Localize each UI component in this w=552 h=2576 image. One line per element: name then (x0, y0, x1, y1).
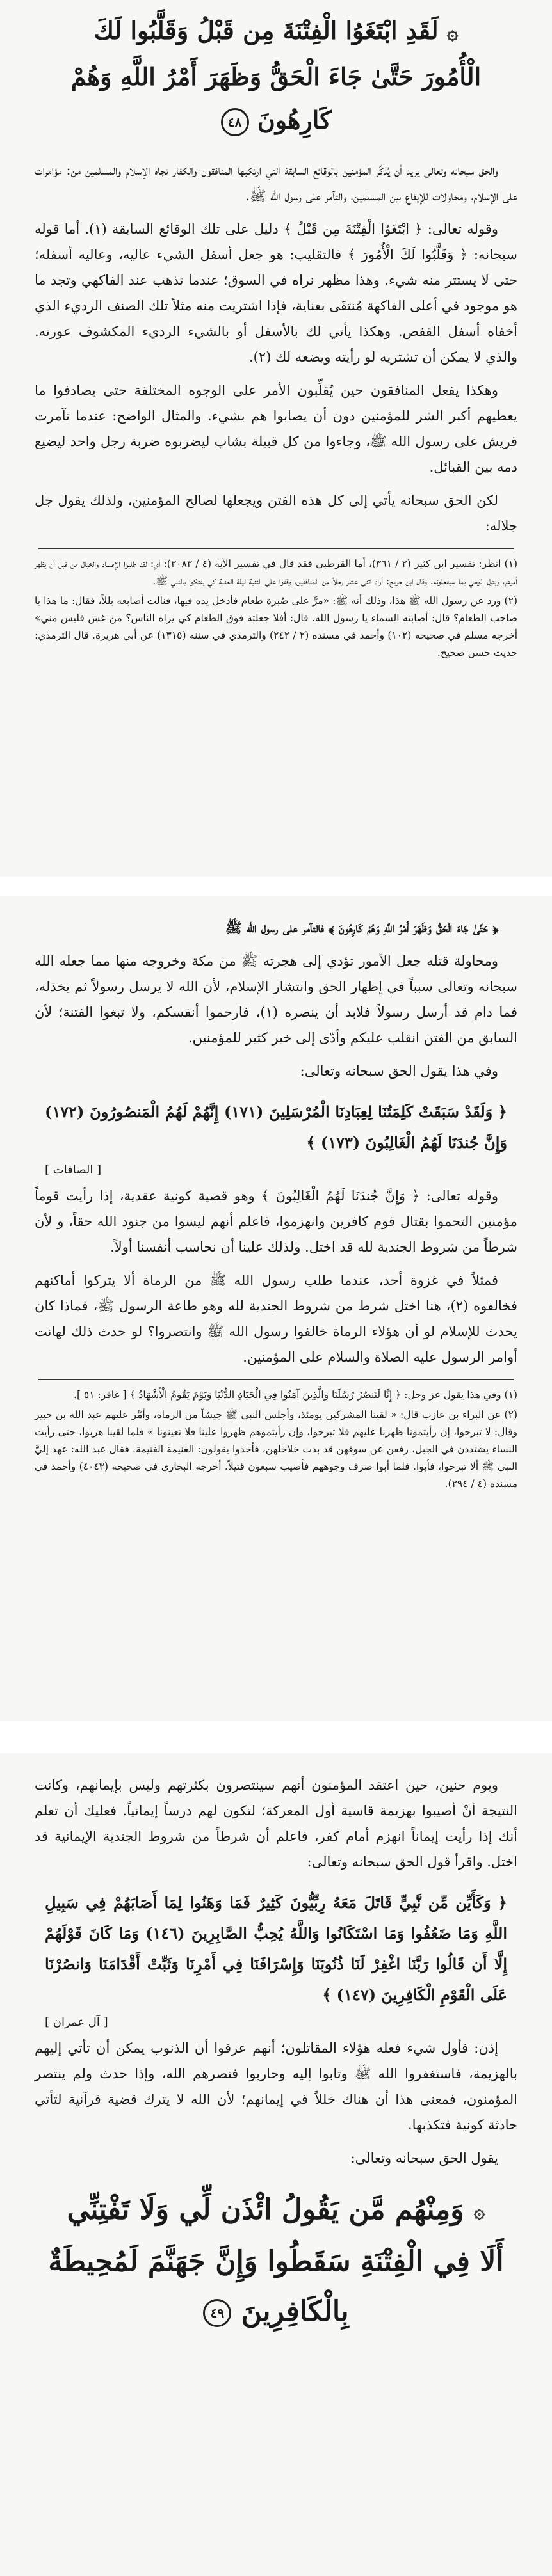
paragraph: لكن الحق سبحانه يأتي إلى كل هذه الفتن ويجعلها لصالح المؤمنين، ولذلك يقول جل جلاله: (35, 492, 517, 534)
page-1 (0, 0, 552, 877)
paragraph: ويوم حنين، حين اعتقد المؤمنون أنهم سينتصرون بكثرتهم وليس بإيمانهم، وكانت النتيجة أنْ أصيبوا بهزيمة قاسية أول المعركة؛ لتكون لهم درساً إيمانياً. فعليك أن تعلم أنك إذا رأيت إيماناً انهزم أمام كفر، فاعلم أن شرطاً من شروط الجندية الإيمانية قد اختل. واقرأ قول الحق سبحانه وتعالى: (35, 1777, 517, 1870)
page-gap (0, 1721, 552, 1753)
next-verse-line-3: بِالْكَافِرِينَ (241, 2294, 349, 2328)
page-3 (0, 1753, 552, 2576)
footnote: (٢) ورد عن رسول الله ﷺ هذا، وذلك أنه ﷺ: «مرَّ على صُبرة طعام فأدخل يده فيها، فنالت أصابعه بللاً، فقال: ما هذا يا صاحب الطعام؟ قال: أصابته السماء يا رسول الله. قال: أفلا جعلته فوق الطعام كي يراه الناس؟ من غش فليس مني» أخرجه مسلم في صحيحه (١٠٢) وأحمد في مسنده (٢ / ٢٤٢) والترمذي في سننه (١٣١٥) عن أبي هريرة. قال الترمذي: حديث حسن صحيح. (35, 594, 518, 658)
footnote-divider (38, 548, 514, 549)
paragraph: فمثلاً في غزوة أحد، عندما طلب رسول الله ﷺ من الرماة ألا يتركوا أماكنهم فخالفوه (٢)، هنا اختل شرط من شروط الجندية لله وهو طاعة الرسول ﷺ، فماذا كان يحدث للإسلام لو أن هؤلاء الرماة خالفوا رسول الله ﷺ وانتصروا؟ لو حدث ذلك لهانت أوامر الرسول عليه الصلاة والسلام على المؤمنين. (35, 1273, 518, 1365)
paragraph: وقوله تعالى: ﴿ وَإِنَّ جُندَنَا لَهُمُ الْغَالِبُونَ ﴾ وهو قضية كونية عقدية، إذا رأيت قوماً مؤمنين التحموا بقتال قوم كافرين وانهزموا، فاعلم أنهم ليسوا من جنود الله حقاً، و لأن شرطاً من شروط الجندية لله قد اختل. ولذلك علينا أن نحاسب أنفسنا أولاً. (35, 1188, 517, 1255)
verse-heading-line-2: الْأُمُورَ حَتَّىٰ جَاءَ الْحَقُّ وَظَهَرَ أَمْرُ اللَّهِ وَهُمْ (70, 61, 482, 91)
footnote: (٢) عن البراء بن عازب قال: « لقينا المشركين يومئذ، وأجلس النبي ﷺ جيشاً من الرماة، وأمَّر عليهم عبد الله بن جبير وقال: لا تبرحوا، إن رأيتمونا ظهرنا عليهم فلا تبرحوا، وإن رأيتموهم ظهروا علينا فلا تعينونا » فلما لقينا هربوا، حتى رأيت النساء يشتددن في الجبل، رفعن عن سوقهن قد بدت خلاخلهن، فأخذوا يقولون: الغنيمة الغنيمة. فقال عبد الله: عهد إليَّ النبي ﷺ ألا تبرحوا، فأبوا. فلما أبوا صرف وجوههم فأصيب سبعون قتيلاً. أخرجه البخاري في صحيحه (٤٠٤٣) وأحمد في مسنده (٤ / ٢٩٤). (35, 1409, 517, 1490)
verse-heading-line-1: لَقَدِ ابْتَغَوُا الْفِتْنَةَ مِن قَبْلُ وَقَلَّبُوا لَكَ (93, 16, 439, 45)
verse-number: ٤٩ (203, 2299, 231, 2327)
page-2 (0, 896, 552, 1721)
page-gap (0, 877, 552, 896)
surah-reference: [ آل عمران ] (45, 2015, 108, 2029)
commentary-body (0, 896, 552, 1084)
footnotes (0, 555, 552, 662)
paragraph: والحق سبحانه وتعالى يريد أن يُذكِّر المؤمنين بالوقائع السابقة التي ارتكبها المنافقون والكفار تجاه الإسلام والمسلمين من: مؤامرات على الإسلام، ومحاولات للإيقاع بين المسلمين، والتآمر على رسول الله ﷺ. (35, 162, 517, 203)
ornament-icon: ۞ (473, 2200, 485, 2223)
verse-heading-line-3: كَارِهُونَ (257, 105, 332, 134)
commentary-body (0, 142, 552, 539)
commentary-body (0, 2029, 552, 2171)
next-verse-heading (0, 2179, 552, 2337)
paragraph: وفي هذا يقول الحق سبحانه وتعالى: (300, 1063, 498, 1079)
ornament-icon: ۞ (446, 21, 459, 44)
footnote: (١) انظر: تفسير ابن كثير (٢ / ٣٦١)، أما القرطبي فقد قال في تفسير الآية (٤ / ٣٠٨٣): أي: لقد طلبوا الإفساد والخبال من قبل أن يظهر أمرهم، ويترل الوحي بما سيفعلونه. وقال ابن جريج: أراد اثنى عشر رجلاً من المنافقين، وقفوا على الثنية ليلة العقبة كي يفتكوا بالنبي ﷺ. (35, 557, 518, 587)
paragraph: إذن: فأول شيء فعله هؤلاء المقاتلون؛ أنهم عرفوا أن الذنوب يمكن أن تأتي إليهم بالهزيمة، فاستغفروا الله ﷺ وتابوا إليه وحاربوا فنصرهم الله، وإذا حدث ولم ينتصر المؤمنون، فمعنى هذا أن هناك خللاً في إيمانهم؛ لأن الله لا يترك قضية قرآنية لتأتي حادثة كونية فتكذبها. (35, 2040, 517, 2133)
verse-number: ٤٨ (221, 108, 249, 136)
quran-quote: ﴿ وَكَأَيِّن مِّن نَّبِيٍّ قَاتَلَ مَعَهُ رِبِّيُّونَ كَثِيرٌ فَمَا وَهَنُوا لِمَا أَصَابَهُمْ فِي سَبِيلِ اللَّهِ وَمَا ضَعُفُوا وَمَا اسْتَكَانُوا وَاللَّهُ يُحِبُّ الصَّابِرِينَ (١٤٦) وَمَا كَانَ قَوْلَهُمْ إِلَّا أَن قَالُوا رَبَّنَا اغْفِرْ لَنَا ذُنُوبَنَا وَإِسْرَافَنَا فِي أَمْرِنَا وَثَبِّتْ أَقْدَامَنَا وَانصُرْنَا عَلَى الْقَوْمِ الْكَافِرِينَ (١٤٧) ﴾ (45, 1893, 508, 2004)
paragraph: يقول الحق سبحانه وتعالى: (350, 2151, 498, 2166)
paragraph: ومحاولة قتله جعل الأمور تؤدي إلى هجرته ﷺ من مكة وخروجه منها مما جعله الله سبحانه وتعالى سبباً في إظهار الحق وانتشار الإسلام، لأن الله لا يرسل رسولاً ثم يخذله، فما دام قد أرسل رسولاً فلابد أن ينصره (١)، فارحموا أنفسكم، ولا تبغوا الفتنة؛ لأن السابق من الفتن انقلب عليكم وأدّى إلى خير كثير للمؤمنين. (35, 953, 517, 1046)
next-verse-line-2: أَلَا فِي الْفِتْنَةِ سَقَطُوا وَإِنَّ جَهَنَّمَ لَمُحِيطَةٌ (48, 2245, 504, 2278)
paragraph: وهكذا يفعل المنافقون حين يُقلِّبون الأمر على الوجوه المختلفة حتى يصادفوا ما يعطيهم أكبر الشر للمؤمنين دون أن يصابوا هم بشيء. والمثال الواضح: عندما تآمرت قريش على رسول الله ﷺ، وجاءوا من كل قبيلة بشاب ليضربوه ضربة رجل واحد ليضيع دمه بين القبائل. (35, 382, 517, 475)
commentary-body (0, 1177, 552, 1370)
commentary-body (0, 1753, 552, 1875)
next-verse-line-1: وَمِنْهُم مَّن يَقُولُ ائْذَن لِّي وَلَا تَفْتِنِّي (67, 2193, 464, 2226)
surah-reference: [ الصافات ] (45, 1163, 102, 1177)
footnotes (0, 1387, 552, 1493)
verse-heading (0, 0, 552, 142)
quran-quote: ﴿ وَلَقَدْ سَبَقَتْ كَلِمَتُنَا لِعِبَادِنَا الْمُرْسَلِينَ (١٧١) إِنَّهُمْ لَهُمُ الْمَنصُورُونَ (١٧٢) وَإِنَّ جُندَنَا لَهُمُ الْغَالِبُونَ (١٧٣) ﴾ (45, 1102, 507, 1152)
footnote: (١) وفي هذا يقول عز وجل: ﴿ إِنَّا لَنَنصُرُ رُسُلَنَا وَالَّذِينَ آمَنُوا فِي الْحَيَاةِ الدُّنْيَا وَيَوْمَ يَقُومُ الْأَشْهَادُ ﴾ [ غافر: ٥١ ]. (74, 1389, 517, 1401)
verse-quote: ﴿ حَتَّىٰ جَاءَ الْحَقُّ وَظَهَرَ أَمْرُ اللَّهِ وَهُمْ كَارِهُونَ ﴾ فالتآمر على رسول الله ﷺ (225, 919, 498, 935)
footnote-divider (38, 1379, 514, 1380)
paragraph: وقوله تعالى: ﴿ ابْتَغَوُا الْفِتْنَةَ مِن قَبْلُ ﴾ دليل على تلك الوقائع السابقة (١). أما قوله سبحانه: ﴿ وَقَلَّبُوا لَكَ الْأُمُورَ ﴾ فالتقليب: هو جعل أسفل الشيء عاليه، وعاليه أسفله؛ حتى لا يستتر منه شيء. وهذا مظهر نراه في السوق؛ عندما تذهب عند الفاكهي وتجد ما هو موجود في أعلى الفاكهة مُنتقَى بعناية، فإذا اشتريت منه مثلاً تلك الصنف الرديء الذي أخفاه أسفل القفص. وهكذا يأتي لك بالأسفل أو بالشيء الرديء المكشوف عورته. والذي لا يمكن أن تشتريه لو رأيته ويضعه لك (٢). (35, 221, 517, 365)
